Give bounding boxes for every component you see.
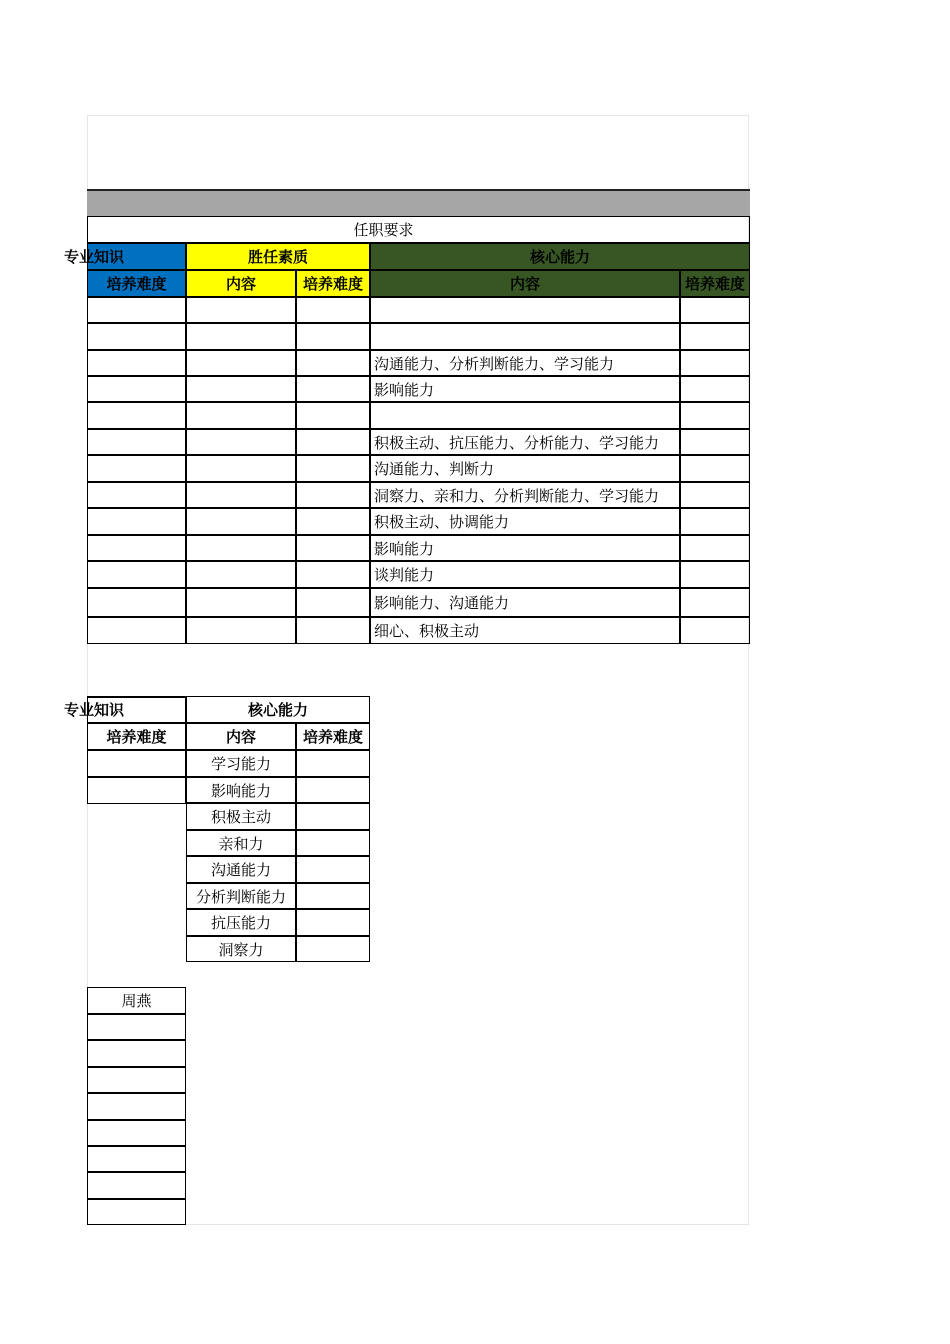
table1-title: 任职要求 [353,221,414,239]
professional-difficulty-cell [87,350,186,376]
core-difficulty-cell [680,350,750,376]
name-list-empty-cell [87,1093,186,1120]
name-list-empty-cell [87,1120,186,1146]
professional-difficulty-cell [87,402,186,429]
competency-content-header: 内容 [186,270,296,297]
competency-difficulty-cell [296,402,370,429]
table1-title-cell [87,216,750,243]
core-item-difficulty-cell [296,909,370,936]
professional-difficulty-cell [87,297,186,323]
professional-difficulty-cell [87,323,186,350]
competency-difficulty-cell [296,455,370,482]
core-item-cell: 亲和力 [186,830,296,856]
core-item-difficulty-cell [296,830,370,856]
core-item-difficulty-cell [296,936,370,962]
name-list-empty-cell [87,1040,186,1067]
competency-difficulty-cell [296,429,370,455]
competency-content-cell [186,429,296,455]
gray-header-band [87,189,750,216]
professional-difficulty-cell [87,617,186,644]
competency-content-cell [186,297,296,323]
core-item-cell: 抗压能力 [186,909,296,936]
core-content-cell: 谈判能力 [370,561,680,588]
professional-difficulty-cell [87,482,186,508]
core-item-cell: 沟通能力 [186,856,296,883]
core-difficulty-cell [680,297,750,323]
competency-content-cell [186,617,296,644]
core-item-difficulty-cell [296,777,370,803]
competency-content-cell [186,350,296,376]
core-difficulty-cell [680,617,750,644]
competency-difficulty-cell [296,376,370,402]
competency-difficulty-header: 培养难度 [296,270,370,297]
core-difficulty-cell [680,455,750,482]
core-difficulty-cell [680,588,750,617]
competency-content-cell [186,508,296,535]
core-difficulty-cell [680,323,750,350]
professional-difficulty-cell [87,429,186,455]
core-difficulty-header-2: 培养难度 [296,723,370,750]
core-difficulty-header: 培养难度 [680,270,750,297]
core-item-cell: 分析判断能力 [186,883,296,909]
core-item-cell: 洞察力 [186,936,296,962]
core-item-cell: 影响能力 [186,777,296,803]
core-content-cell: 沟通能力、判断力 [370,455,680,482]
competency-content-cell [186,535,296,561]
core-content-cell: 沟通能力、分析判断能力、学习能力 [370,350,680,376]
core-item-cell: 积极主动 [186,803,296,830]
competency-content-cell [186,323,296,350]
competency-difficulty-cell [296,323,370,350]
name-list-empty-cell [87,1199,186,1225]
name-list-empty-cell [87,1014,186,1040]
competency-content-cell [186,402,296,429]
core-content-cell: 积极主动、抗压能力、分析能力、学习能力 [370,429,680,455]
core-difficulty-cell [680,535,750,561]
core-content-cell: 细心、积极主动 [370,617,680,644]
professional-header-2: 专业知识 [64,701,125,719]
core-ability-header: 核心能力 [370,243,750,270]
competency-difficulty-cell [296,617,370,644]
professional-difficulty-header-2: 培养难度 [87,723,186,750]
competency-difficulty-cell [296,535,370,561]
competency-difficulty-cell [296,297,370,323]
competency-content-cell [186,588,296,617]
professional-difficulty-header: 培养难度 [87,270,186,297]
professional-difficulty-cell [87,508,186,535]
competency-content-cell [186,455,296,482]
name-list-empty-cell [87,1172,186,1199]
core-content-header: 内容 [370,270,680,297]
core-content-header-2: 内容 [186,723,296,750]
core-item-difficulty-cell [296,803,370,830]
core-content-cell [370,297,680,323]
core-content-cell [370,402,680,429]
competency-difficulty-cell [296,350,370,376]
name-cell: 周燕 [87,987,186,1014]
professional-difficulty-cell [87,561,186,588]
name-list-empty-cell [87,1146,186,1172]
core-content-cell: 影响能力、沟通能力 [370,588,680,617]
core-difficulty-cell [680,429,750,455]
competency-header: 胜任素质 [186,243,370,270]
core-difficulty-cell [680,482,750,508]
core-difficulty-cell [680,402,750,429]
professional-difficulty-cell [87,777,186,804]
professional-difficulty-cell [87,588,186,617]
name-list-empty-cell [87,1067,186,1093]
core-item-difficulty-cell [296,883,370,909]
competency-content-cell [186,376,296,402]
competency-content-cell [186,561,296,588]
competency-content-cell [186,482,296,508]
core-content-cell: 影响能力 [370,535,680,561]
professional-difficulty-cell [87,455,186,482]
core-item-difficulty-cell [296,750,370,777]
professional-header: 专业知识 [64,248,125,266]
competency-difficulty-cell [296,508,370,535]
core-difficulty-cell [680,376,750,402]
competency-difficulty-cell [296,588,370,617]
core-content-cell [370,323,680,350]
competency-difficulty-cell [296,482,370,508]
core-content-cell: 积极主动、协调能力 [370,508,680,535]
core-content-cell: 影响能力 [370,376,680,402]
professional-difficulty-cell [87,750,186,777]
competency-difficulty-cell [296,561,370,588]
core-difficulty-cell [680,561,750,588]
core-content-cell: 洞察力、亲和力、分析判断能力、学习能力 [370,482,680,508]
core-difficulty-cell [680,508,750,535]
professional-difficulty-cell [87,535,186,561]
core-item-difficulty-cell [296,856,370,883]
core-ability-header-2: 核心能力 [186,696,370,723]
professional-difficulty-cell [87,376,186,402]
core-item-cell: 学习能力 [186,750,296,777]
